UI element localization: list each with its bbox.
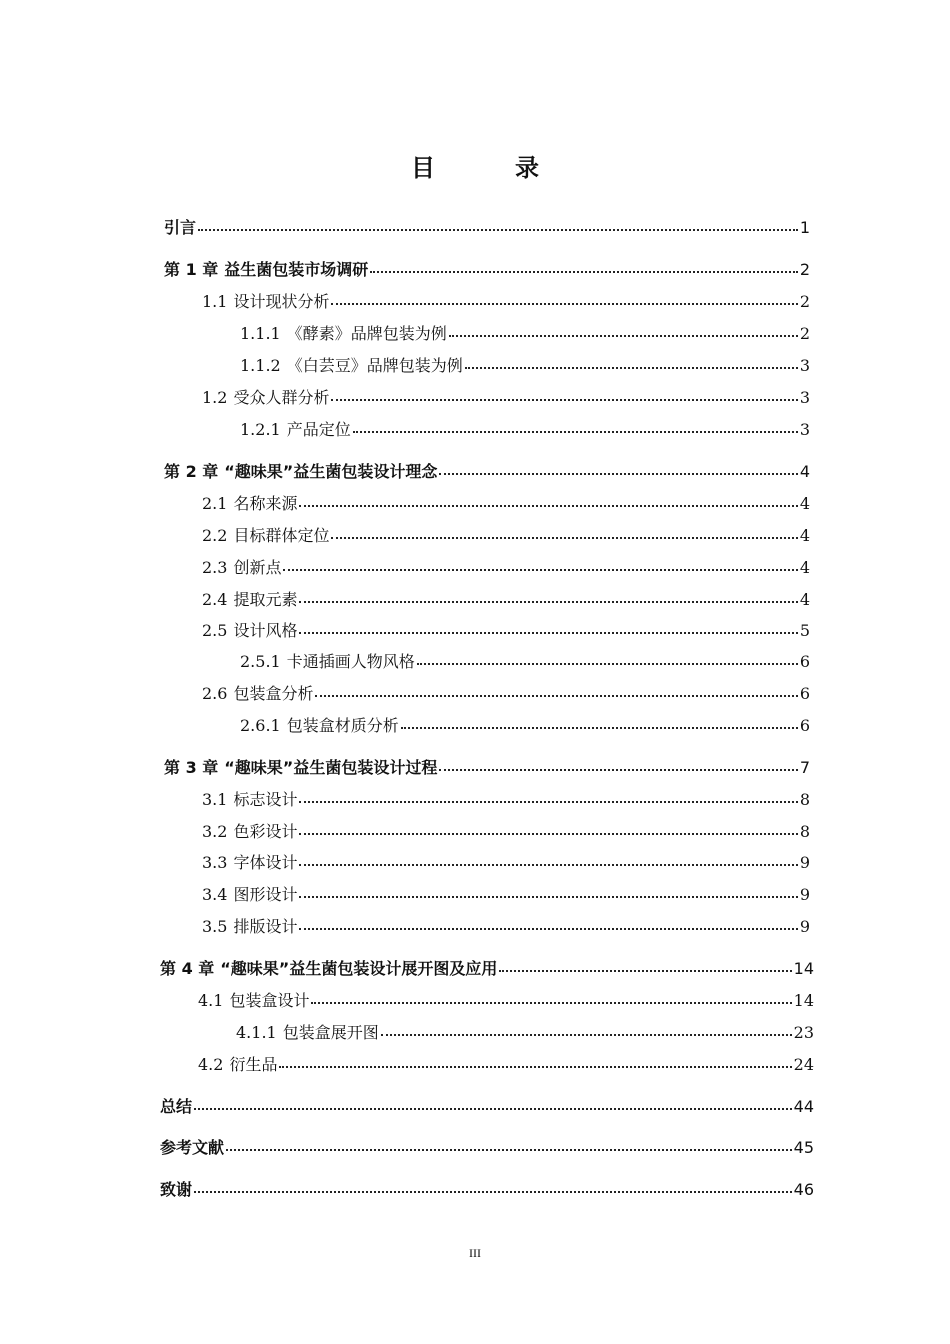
toc-leader-dots [465, 366, 798, 369]
toc-entry-number: 第 3 章 [164, 758, 219, 777]
toc-entry-number: 第 4 章 [160, 959, 215, 978]
toc-entry-label: 字体设计 [233, 853, 298, 872]
toc-leader-dots [331, 398, 797, 401]
toc-entry-label: 包装盒设计 [229, 991, 310, 1010]
toc-entry-2-5-1[interactable] [240, 650, 810, 674]
toc-entry-page: 8 [799, 790, 810, 809]
toc-leader-dots [299, 863, 797, 866]
toc-leader-dots [299, 832, 797, 835]
toc-leader-dots [299, 504, 797, 507]
toc-leader-dots [194, 1190, 792, 1193]
toc-entry-1-2-1[interactable] [240, 418, 810, 442]
toc-entry-number: 4.1.1 [236, 1023, 277, 1042]
toc-entry-label: 参考文献 [160, 1138, 225, 1157]
toc-entry-label: 创新点 [233, 558, 282, 577]
toc-entry-number: 3.3 [202, 853, 228, 872]
toc-entry-number: 3.4 [202, 885, 228, 904]
toc-leader-dots [299, 927, 797, 930]
toc-entry-page: 24 [793, 1055, 814, 1074]
page-title: 目 录 [411, 154, 567, 182]
toc-entry-label: 色彩设计 [233, 822, 298, 841]
toc-entry-2-6[interactable] [202, 682, 810, 706]
toc-entry-label: 排版设计 [233, 917, 298, 936]
toc-leader-dots [279, 1065, 791, 1068]
toc-leader-dots [299, 800, 797, 803]
toc-entry-label: 名称来源 [233, 494, 298, 513]
toc-leader-dots [311, 1001, 791, 1004]
toc-entry-page: 7 [799, 758, 810, 777]
toc-entry-label: 设计风格 [233, 621, 298, 640]
toc-entry-number: 4.1 [198, 991, 224, 1010]
toc-leader-dots [299, 631, 797, 634]
toc-entry-page: 6 [799, 684, 810, 703]
toc-entry-page: 4 [799, 558, 810, 577]
toc-entry-number: 3.1 [202, 790, 228, 809]
toc-entry-number: 2.4 [202, 590, 228, 609]
toc-leader-dots [315, 694, 797, 697]
toc-leader-dots [331, 536, 797, 539]
toc-entry-label: “趣味果”益生菌包装设计过程 [224, 758, 438, 777]
toc-entry-label: 致谢 [160, 1180, 193, 1199]
toc-entry-2-6-1[interactable] [240, 714, 810, 738]
toc-entry-page: 2 [799, 260, 810, 279]
toc-entry-3-5[interactable] [202, 915, 810, 939]
toc-entry-2-4[interactable] [202, 588, 810, 612]
toc-entry-1-1[interactable] [202, 290, 810, 314]
toc-entry-number: 2.1 [202, 494, 228, 513]
toc-entry-label: 衍生品 [229, 1055, 278, 1074]
toc-entry-page: 9 [799, 853, 810, 872]
toc-leader-dots [381, 1033, 792, 1036]
toc-entry-number: 2.6 [202, 684, 228, 703]
toc-entry-page: 4 [799, 526, 810, 545]
toc-entry-label: 标志设计 [233, 790, 298, 809]
toc-entry-2-2[interactable] [202, 524, 810, 548]
toc-entry-2-3[interactable] [202, 556, 810, 580]
toc-entry-label: 目标群体定位 [233, 526, 330, 545]
toc-entry-3-4[interactable] [202, 883, 810, 907]
toc-entry-number: 1.1 [202, 292, 228, 311]
toc-entry-acknowledgements[interactable] [160, 1178, 814, 1202]
toc-entry-page: 46 [793, 1180, 814, 1199]
toc-entry-number: 第 2 章 [164, 462, 219, 481]
toc-entry-4-1-1[interactable] [236, 1021, 814, 1045]
toc-entry-label: “趣味果”益生菌包装设计理念 [224, 462, 438, 481]
toc-entry-label: 引言 [164, 218, 197, 237]
toc-leader-dots [194, 1107, 792, 1110]
toc-entry-page: 4 [799, 494, 810, 513]
toc-entry-page: 1 [799, 218, 810, 237]
toc-entry-label: 包装盒材质分析 [286, 716, 399, 735]
toc-entry-label: 包装盒分析 [233, 684, 314, 703]
toc-leader-dots [417, 662, 798, 665]
toc-entry-3-3[interactable] [202, 851, 810, 875]
toc-leader-dots [353, 430, 798, 433]
toc-entry-label: 《白芸豆》品牌包装为例 [286, 356, 463, 375]
toc-entry-chapter-4[interactable] [160, 957, 814, 981]
toc-leader-dots [299, 895, 797, 898]
toc-entry-label: 总结 [160, 1097, 193, 1116]
toc-entry-number: 4.2 [198, 1055, 224, 1074]
toc-entry-references[interactable] [160, 1136, 814, 1160]
toc-entry-number: 第 1 章 [164, 260, 219, 279]
toc-leader-dots [439, 472, 797, 475]
toc-entry-number: 2.5.1 [240, 652, 281, 671]
toc-leader-dots [198, 228, 798, 231]
toc-leader-dots [283, 568, 797, 571]
toc-entry-number: 1.2 [202, 388, 228, 407]
toc-entry-label: 卡通插画人物风格 [286, 652, 415, 671]
toc-leader-dots [331, 302, 797, 305]
toc-entry-number: 1.1.1 [240, 324, 281, 343]
toc-entry-page: 45 [793, 1138, 814, 1157]
toc-entry-3-2[interactable] [202, 820, 810, 844]
toc-entry-1-2[interactable] [202, 386, 810, 410]
toc-entry-label: “趣味果”益生菌包装设计展开图及应用 [220, 959, 498, 978]
page-number: III [469, 1246, 481, 1260]
toc-entry-label: 受众人群分析 [233, 388, 330, 407]
toc-entry-label: 产品定位 [286, 420, 351, 439]
toc-entry-label: 包装盒展开图 [282, 1023, 379, 1042]
toc-entry-page: 14 [793, 959, 814, 978]
toc-entry-page: 23 [793, 1023, 814, 1042]
toc-entry-number: 3.5 [202, 917, 228, 936]
toc-entry-page: 8 [799, 822, 810, 841]
toc-leader-dots [401, 726, 798, 729]
toc-leader-dots [449, 334, 798, 337]
toc-entry-page: 5 [799, 621, 810, 640]
toc-entry-3-1[interactable] [202, 788, 810, 812]
toc-entry-page: 6 [799, 652, 810, 671]
toc-entry-number: 2.5 [202, 621, 228, 640]
toc-entry-page: 4 [799, 462, 810, 481]
toc-entry-number: 3.2 [202, 822, 228, 841]
toc-entry-page: 3 [799, 356, 810, 375]
toc-entry-4-1[interactable] [198, 989, 814, 1013]
toc-leader-dots [299, 600, 797, 603]
toc-entry-conclusion[interactable] [160, 1095, 814, 1119]
toc-leader-dots [226, 1148, 792, 1151]
toc-entry-page: 3 [799, 388, 810, 407]
toc-entry-page: 4 [799, 590, 810, 609]
toc-entry-1-1-1[interactable] [240, 322, 810, 346]
toc-entry-chapter-2[interactable] [164, 460, 810, 484]
toc-leader-dots [439, 768, 797, 771]
toc-entry-label: 提取元素 [233, 590, 298, 609]
toc-entry-chapter-1[interactable] [164, 258, 810, 282]
toc-entry-page: 3 [799, 420, 810, 439]
toc-leader-dots [370, 270, 798, 273]
toc-entry-4-2[interactable] [198, 1053, 814, 1077]
toc-entry-page: 9 [799, 917, 810, 936]
toc-entry-label: 图形设计 [233, 885, 298, 904]
toc-entry-1-1-2[interactable] [240, 354, 810, 378]
toc-entry-page: 14 [793, 991, 814, 1010]
toc-entry-2-1[interactable] [202, 492, 810, 516]
toc-entry-page: 44 [793, 1097, 814, 1116]
toc-entry-number: 1.2.1 [240, 420, 281, 439]
toc-entry-2-5[interactable] [202, 619, 810, 643]
toc-entry-introduction[interactable] [164, 216, 810, 240]
toc-entry-number: 1.1.2 [240, 356, 281, 375]
toc-entry-page: 2 [799, 292, 810, 311]
toc-entry-number: 2.6.1 [240, 716, 281, 735]
toc-entry-chapter-3[interactable] [164, 756, 810, 780]
toc-entry-number: 2.2 [202, 526, 228, 545]
toc-entry-label: 《酵素》品牌包装为例 [286, 324, 447, 343]
toc-leader-dots [499, 969, 791, 972]
toc-entry-label: 设计现状分析 [233, 292, 330, 311]
toc-entry-label: 益生菌包装市场调研 [224, 260, 369, 279]
toc-entry-number: 2.3 [202, 558, 228, 577]
toc-entry-page: 9 [799, 885, 810, 904]
toc-entry-page: 2 [799, 324, 810, 343]
toc-entry-page: 6 [799, 716, 810, 735]
